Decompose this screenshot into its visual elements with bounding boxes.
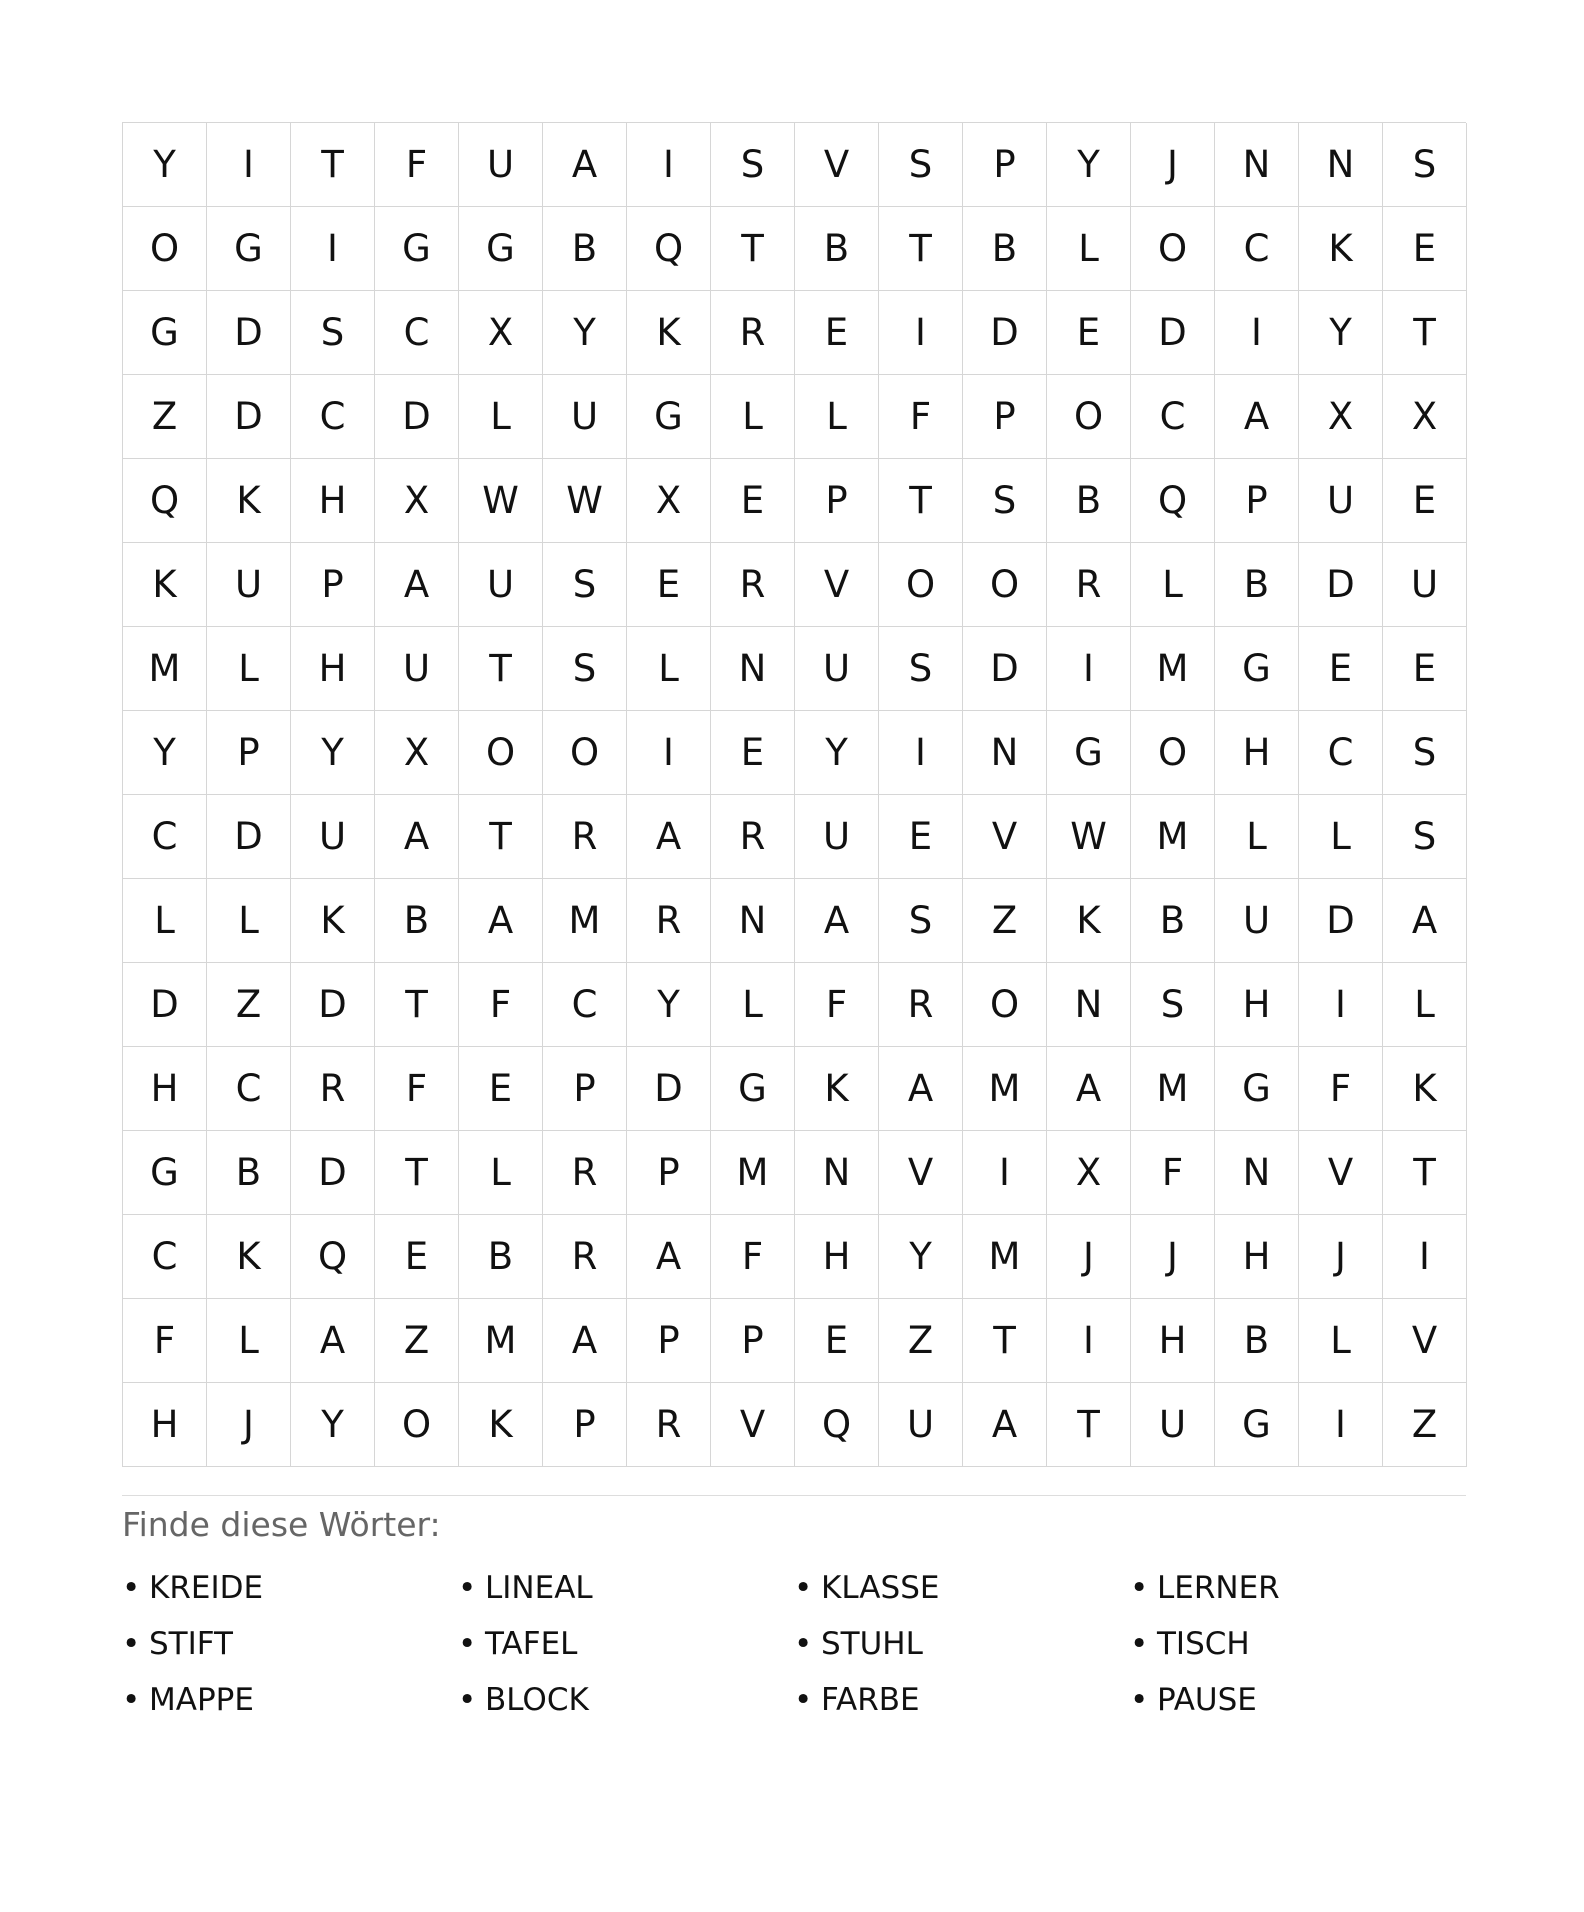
grid-cell[interactable]: F xyxy=(1131,1131,1215,1215)
grid-cell[interactable]: R xyxy=(543,1131,627,1215)
grid-cell[interactable]: D xyxy=(207,375,291,459)
word-list-item xyxy=(794,1616,1130,1672)
grid-cell[interactable]: R xyxy=(543,795,627,879)
grid-cell[interactable]: A xyxy=(879,1047,963,1131)
grid-cell[interactable]: P xyxy=(207,711,291,795)
grid-cell[interactable]: I xyxy=(207,123,291,207)
grid-cell[interactable]: U xyxy=(795,627,879,711)
grid-cell[interactable]: R xyxy=(627,1383,711,1467)
grid-cell[interactable]: G xyxy=(1215,1383,1299,1467)
bullet-icon: • xyxy=(794,1570,813,1606)
grid-cell[interactable]: K xyxy=(207,459,291,543)
grid-cell[interactable]: W xyxy=(543,459,627,543)
grid-cell[interactable]: E xyxy=(1299,627,1383,711)
grid-cell[interactable]: C xyxy=(375,291,459,375)
grid-cell[interactable]: E xyxy=(1383,459,1467,543)
grid-cell[interactable]: G xyxy=(375,207,459,291)
grid-cell[interactable]: L xyxy=(459,1131,543,1215)
word-label: BLOCK xyxy=(485,1682,589,1718)
grid-cell[interactable]: T xyxy=(963,1299,1047,1383)
grid-cell[interactable]: Q xyxy=(1131,459,1215,543)
grid-cell[interactable]: T xyxy=(1047,1383,1131,1467)
grid-cell[interactable]: J xyxy=(1299,1215,1383,1299)
grid-cell[interactable]: G xyxy=(1215,1047,1299,1131)
grid-cell[interactable]: T xyxy=(879,459,963,543)
grid-cell[interactable]: B xyxy=(207,1131,291,1215)
grid-cell[interactable]: K xyxy=(291,879,375,963)
grid-cell[interactable]: T xyxy=(375,963,459,1047)
grid-cell[interactable]: Y xyxy=(1047,123,1131,207)
grid-cell[interactable]: Q xyxy=(795,1383,879,1467)
grid-cell[interactable]: F xyxy=(879,375,963,459)
grid-cell[interactable]: C xyxy=(291,375,375,459)
grid-cell[interactable]: C xyxy=(123,1215,207,1299)
grid-cell[interactable]: E xyxy=(1383,207,1467,291)
grid-cell[interactable]: U xyxy=(1215,879,1299,963)
grid-cell[interactable]: S xyxy=(879,627,963,711)
grid-cell[interactable]: H xyxy=(291,459,375,543)
grid-cell[interactable]: A xyxy=(627,1215,711,1299)
grid-cell[interactable]: G xyxy=(459,207,543,291)
grid-cell[interactable]: Q xyxy=(291,1215,375,1299)
grid-cell[interactable]: L xyxy=(795,375,879,459)
grid-cell[interactable]: K xyxy=(1047,879,1131,963)
grid-cell[interactable]: A xyxy=(291,1299,375,1383)
word-label: STIFT xyxy=(149,1626,233,1662)
word-list-item xyxy=(122,1616,458,1672)
grid-cell[interactable]: K xyxy=(1299,207,1383,291)
grid-cell[interactable]: G xyxy=(627,375,711,459)
grid-cell[interactable]: I xyxy=(1047,627,1131,711)
grid-cell[interactable]: E xyxy=(711,711,795,795)
bullet-icon: • xyxy=(1130,1626,1149,1662)
grid-cell[interactable]: X xyxy=(459,291,543,375)
grid-cell[interactable]: Y xyxy=(879,1215,963,1299)
bullet-icon: • xyxy=(1130,1570,1149,1606)
grid-cell[interactable]: A xyxy=(375,795,459,879)
grid-cell[interactable]: L xyxy=(207,1299,291,1383)
word-label: TAFEL xyxy=(485,1626,578,1662)
grid-cell[interactable]: P xyxy=(1215,459,1299,543)
grid-cell[interactable]: A xyxy=(1383,879,1467,963)
grid-cell[interactable]: H xyxy=(1215,711,1299,795)
grid-cell[interactable]: N xyxy=(1215,1131,1299,1215)
grid-cell[interactable]: Z xyxy=(375,1299,459,1383)
grid-cell[interactable]: O xyxy=(543,711,627,795)
grid-cell[interactable]: E xyxy=(1047,291,1131,375)
grid-cell[interactable]: E xyxy=(711,459,795,543)
word-list-item xyxy=(122,1560,458,1616)
grid-cell[interactable]: N xyxy=(963,711,1047,795)
grid-cell[interactable]: U xyxy=(1131,1383,1215,1467)
grid-cell[interactable]: R xyxy=(291,1047,375,1131)
grid-cell[interactable]: A xyxy=(1215,375,1299,459)
grid-cell[interactable]: D xyxy=(627,1047,711,1131)
grid-cell[interactable]: R xyxy=(543,1215,627,1299)
grid-cell[interactable]: A xyxy=(543,123,627,207)
grid-cell[interactable]: R xyxy=(1047,543,1131,627)
grid-cell[interactable]: P xyxy=(711,1299,795,1383)
grid-cell[interactable]: O xyxy=(963,963,1047,1047)
word-label: STUHL xyxy=(821,1626,923,1662)
grid-cell[interactable]: H xyxy=(123,1383,207,1467)
bullet-icon: • xyxy=(122,1682,141,1718)
grid-cell[interactable]: D xyxy=(207,795,291,879)
word-list-item xyxy=(794,1560,1130,1616)
grid-cell[interactable]: N xyxy=(711,879,795,963)
grid-cell[interactable]: F xyxy=(1299,1047,1383,1131)
grid-cell[interactable]: L xyxy=(1047,207,1131,291)
bullet-icon: • xyxy=(458,1626,477,1662)
grid-cell[interactable]: U xyxy=(795,795,879,879)
grid-cell[interactable]: V xyxy=(711,1383,795,1467)
grid-cell[interactable]: D xyxy=(963,291,1047,375)
grid-cell[interactable]: H xyxy=(1131,1299,1215,1383)
grid-cell[interactable]: S xyxy=(879,123,963,207)
grid-cell[interactable]: R xyxy=(627,879,711,963)
grid-cell[interactable]: J xyxy=(1131,1215,1215,1299)
grid-cell[interactable]: U xyxy=(459,123,543,207)
grid-cell[interactable]: V xyxy=(963,795,1047,879)
grid-cell[interactable]: M xyxy=(1131,627,1215,711)
word-label: KREIDE xyxy=(149,1570,264,1606)
grid-cell[interactable]: J xyxy=(207,1383,291,1467)
grid-cell[interactable]: Z xyxy=(1383,1383,1467,1467)
grid-cell[interactable]: S xyxy=(879,879,963,963)
grid-cell[interactable]: S xyxy=(543,543,627,627)
grid-cell[interactable]: O xyxy=(459,711,543,795)
grid-cell[interactable]: H xyxy=(291,627,375,711)
grid-cell[interactable]: D xyxy=(1299,543,1383,627)
grid-cell[interactable]: B xyxy=(1131,879,1215,963)
grid-cell[interactable]: O xyxy=(1131,207,1215,291)
grid-cell[interactable]: Y xyxy=(627,963,711,1047)
grid-cell[interactable]: B xyxy=(1047,459,1131,543)
grid-cell[interactable]: G xyxy=(123,1131,207,1215)
grid-cell[interactable]: O xyxy=(1047,375,1131,459)
grid-cell[interactable]: X xyxy=(1299,375,1383,459)
word-list-item xyxy=(794,1672,1130,1728)
grid-cell[interactable]: T xyxy=(291,123,375,207)
grid-cell[interactable]: V xyxy=(795,123,879,207)
grid-cell[interactable]: L xyxy=(123,879,207,963)
bullet-icon: • xyxy=(458,1682,477,1718)
grid-cell[interactable]: Z xyxy=(879,1299,963,1383)
grid-cell[interactable]: B xyxy=(543,207,627,291)
grid-cell[interactable]: W xyxy=(1047,795,1131,879)
grid-cell[interactable]: L xyxy=(711,963,795,1047)
word-list-heading: Finde diese Wörter: xyxy=(122,1505,441,1544)
grid-cell[interactable]: B xyxy=(963,207,1047,291)
grid-cell[interactable]: G xyxy=(123,291,207,375)
grid-cell[interactable]: J xyxy=(1131,123,1215,207)
word-label: MAPPE xyxy=(149,1682,254,1718)
grid-cell[interactable]: F xyxy=(795,963,879,1047)
grid-cell[interactable]: D xyxy=(291,963,375,1047)
word-search-puzzle xyxy=(122,122,1466,1728)
grid-cell[interactable]: L xyxy=(459,375,543,459)
word-list-item xyxy=(458,1672,794,1728)
grid-cell[interactable]: T xyxy=(459,795,543,879)
word-label: LERNER xyxy=(1157,1570,1280,1606)
grid-cell[interactable]: B xyxy=(795,207,879,291)
bullet-icon: • xyxy=(794,1682,813,1718)
grid-cell[interactable]: F xyxy=(375,1047,459,1131)
grid-cell[interactable]: K xyxy=(1383,1047,1467,1131)
grid-cell[interactable]: I xyxy=(879,711,963,795)
grid-cell[interactable]: Y xyxy=(543,291,627,375)
grid-cell[interactable]: H xyxy=(1215,1215,1299,1299)
grid-cell[interactable]: L xyxy=(1131,543,1215,627)
grid-cell[interactable]: S xyxy=(1383,711,1467,795)
grid-cell[interactable]: A xyxy=(627,795,711,879)
grid-cell[interactable]: E xyxy=(795,291,879,375)
bullet-icon: • xyxy=(122,1626,141,1662)
grid-cell[interactable]: G xyxy=(1047,711,1131,795)
grid-cell[interactable]: P xyxy=(543,1383,627,1467)
grid-cell[interactable]: C xyxy=(1215,207,1299,291)
grid-cell[interactable]: A xyxy=(543,1299,627,1383)
grid-cell[interactable]: S xyxy=(291,291,375,375)
grid-cell[interactable]: N xyxy=(711,627,795,711)
grid-cell[interactable]: R xyxy=(711,291,795,375)
grid-cell[interactable]: T xyxy=(375,1131,459,1215)
grid-cell[interactable]: I xyxy=(627,123,711,207)
grid-cell[interactable]: M xyxy=(123,627,207,711)
grid-cell[interactable]: W xyxy=(459,459,543,543)
grid-cell[interactable]: F xyxy=(711,1215,795,1299)
grid-cell[interactable]: B xyxy=(375,879,459,963)
word-list-item xyxy=(458,1616,794,1672)
grid-cell[interactable]: K xyxy=(123,543,207,627)
grid-cell[interactable]: S xyxy=(1383,123,1467,207)
grid-cell[interactable]: M xyxy=(459,1299,543,1383)
grid-cell[interactable]: T xyxy=(459,627,543,711)
grid-cell[interactable]: S xyxy=(543,627,627,711)
grid-cell[interactable]: M xyxy=(1131,795,1215,879)
grid-cell[interactable]: I xyxy=(1215,291,1299,375)
grid-cell[interactable]: U xyxy=(543,375,627,459)
grid-cell[interactable]: Y xyxy=(1299,291,1383,375)
grid-cell[interactable]: P xyxy=(963,375,1047,459)
grid-cell[interactable]: D xyxy=(207,291,291,375)
bullet-icon: • xyxy=(794,1626,813,1662)
grid-cell[interactable]: O xyxy=(963,543,1047,627)
grid-cell[interactable]: Y xyxy=(795,711,879,795)
grid-cell[interactable]: K xyxy=(795,1047,879,1131)
grid-cell[interactable]: E xyxy=(375,1215,459,1299)
grid-cell[interactable]: P xyxy=(795,459,879,543)
grid-cell[interactable]: Y xyxy=(291,1383,375,1467)
grid-cell[interactable]: N xyxy=(1215,123,1299,207)
grid-cell[interactable]: X xyxy=(375,711,459,795)
grid-cell[interactable]: V xyxy=(795,543,879,627)
grid-cell[interactable]: X xyxy=(1383,375,1467,459)
grid-cell[interactable]: V xyxy=(879,1131,963,1215)
word-list-item xyxy=(1130,1616,1466,1672)
word-list-item xyxy=(458,1560,794,1616)
grid-cell[interactable]: K xyxy=(207,1215,291,1299)
grid-cell[interactable]: U xyxy=(375,627,459,711)
grid-cell[interactable]: Y xyxy=(123,123,207,207)
grid-cell[interactable]: U xyxy=(291,795,375,879)
grid-cell[interactable]: E xyxy=(1383,627,1467,711)
grid-cell[interactable]: I xyxy=(291,207,375,291)
grid-cell[interactable]: M xyxy=(711,1131,795,1215)
grid-cell[interactable]: E xyxy=(879,795,963,879)
grid-cell[interactable]: G xyxy=(711,1047,795,1131)
grid-cell[interactable]: U xyxy=(207,543,291,627)
grid-cell[interactable]: D xyxy=(963,627,1047,711)
grid-cell[interactable]: A xyxy=(795,879,879,963)
grid-cell[interactable]: Q xyxy=(123,459,207,543)
grid-cell[interactable]: F xyxy=(375,123,459,207)
grid-cell[interactable]: L xyxy=(207,627,291,711)
grid-cell[interactable]: T xyxy=(711,207,795,291)
word-label: PAUSE xyxy=(1157,1682,1257,1718)
divider xyxy=(122,1495,1466,1496)
grid-cell[interactable]: O xyxy=(1131,711,1215,795)
grid-cell[interactable]: O xyxy=(123,207,207,291)
grid-cell[interactable]: Z xyxy=(207,963,291,1047)
grid-cell[interactable]: N xyxy=(1047,963,1131,1047)
grid-cell[interactable]: P xyxy=(291,543,375,627)
grid-cell[interactable]: O xyxy=(879,543,963,627)
bullet-icon: • xyxy=(1130,1682,1149,1718)
grid-cell[interactable]: M xyxy=(1131,1047,1215,1131)
grid-cell[interactable]: M xyxy=(963,1215,1047,1299)
grid-cell[interactable]: S xyxy=(1131,963,1215,1047)
grid-cell[interactable]: L xyxy=(207,879,291,963)
grid-cell[interactable]: Y xyxy=(123,711,207,795)
word-list-item xyxy=(1130,1672,1466,1728)
grid-cell[interactable]: U xyxy=(1299,459,1383,543)
grid-cell[interactable]: C xyxy=(207,1047,291,1131)
grid-cell[interactable]: E xyxy=(627,543,711,627)
grid-cell[interactable]: Z xyxy=(123,375,207,459)
grid-cell[interactable]: N xyxy=(795,1131,879,1215)
word-label: TISCH xyxy=(1157,1626,1250,1662)
grid-cell[interactable]: L xyxy=(627,627,711,711)
grid-cell[interactable]: H xyxy=(795,1215,879,1299)
grid-cell[interactable]: K xyxy=(627,291,711,375)
grid-cell[interactable]: A xyxy=(459,879,543,963)
grid-cell[interactable]: Q xyxy=(627,207,711,291)
grid-cell[interactable]: K xyxy=(459,1383,543,1467)
word-label: FARBE xyxy=(821,1682,920,1718)
grid-cell[interactable]: B xyxy=(1215,1299,1299,1383)
grid-cell[interactable]: Y xyxy=(291,711,375,795)
grid-cell[interactable]: U xyxy=(459,543,543,627)
grid-cell[interactable]: S xyxy=(711,123,795,207)
grid-cell[interactable]: T xyxy=(879,207,963,291)
bullet-icon: • xyxy=(458,1570,477,1606)
letter-grid xyxy=(122,122,1466,1467)
grid-cell[interactable]: I xyxy=(963,1131,1047,1215)
bullet-icon: • xyxy=(122,1570,141,1606)
grid-cell[interactable]: H xyxy=(1215,963,1299,1047)
word-list-item xyxy=(122,1672,458,1728)
grid-cell[interactable]: I xyxy=(1299,1383,1383,1467)
grid-cell[interactable]: C xyxy=(543,963,627,1047)
grid-cell[interactable]: F xyxy=(123,1299,207,1383)
word-label: LINEAL xyxy=(485,1570,593,1606)
grid-cell[interactable]: D xyxy=(291,1131,375,1215)
grid-cell[interactable]: T xyxy=(1383,1131,1467,1215)
grid-cell[interactable]: I xyxy=(879,291,963,375)
grid-cell[interactable]: X xyxy=(1047,1131,1131,1215)
grid-cell[interactable]: L xyxy=(1299,795,1383,879)
grid-cell[interactable]: L xyxy=(1383,963,1467,1047)
grid-cell[interactable]: L xyxy=(711,375,795,459)
grid-cell[interactable]: I xyxy=(627,711,711,795)
grid-cell[interactable]: U xyxy=(1383,543,1467,627)
grid-cell[interactable]: X xyxy=(627,459,711,543)
grid-cell[interactable]: Z xyxy=(963,879,1047,963)
grid-cell[interactable]: G xyxy=(1215,627,1299,711)
grid-cell[interactable]: V xyxy=(1299,1131,1383,1215)
grid-cell[interactable]: T xyxy=(1383,291,1467,375)
grid-cell[interactable]: B xyxy=(459,1215,543,1299)
grid-cell[interactable]: J xyxy=(1047,1215,1131,1299)
grid-cell[interactable]: A xyxy=(1047,1047,1131,1131)
grid-cell[interactable]: B xyxy=(1215,543,1299,627)
grid-cell[interactable]: L xyxy=(1299,1299,1383,1383)
grid-cell[interactable]: F xyxy=(459,963,543,1047)
grid-cell[interactable]: U xyxy=(879,1383,963,1467)
word-list-item xyxy=(1130,1560,1466,1616)
grid-cell[interactable]: P xyxy=(963,123,1047,207)
grid-cell[interactable]: I xyxy=(1299,963,1383,1047)
word-list xyxy=(122,1560,1466,1728)
grid-cell[interactable]: X xyxy=(375,459,459,543)
grid-cell[interactable]: H xyxy=(123,1047,207,1131)
grid-cell[interactable]: C xyxy=(123,795,207,879)
word-label: KLASSE xyxy=(821,1570,940,1606)
grid-cell[interactable]: R xyxy=(711,795,795,879)
grid-cell[interactable]: N xyxy=(1299,123,1383,207)
grid-cell[interactable]: D xyxy=(375,375,459,459)
grid-cell[interactable]: M xyxy=(963,1047,1047,1131)
grid-cell[interactable]: I xyxy=(1047,1299,1131,1383)
grid-cell[interactable]: V xyxy=(1383,1299,1467,1383)
grid-cell[interactable]: D xyxy=(1131,291,1215,375)
grid-cell[interactable]: C xyxy=(1131,375,1215,459)
grid-cell[interactable]: A xyxy=(963,1383,1047,1467)
grid-cell[interactable]: O xyxy=(375,1383,459,1467)
grid-cell[interactable]: C xyxy=(1299,711,1383,795)
grid-cell[interactable]: D xyxy=(1299,879,1383,963)
grid-cell[interactable]: R xyxy=(879,963,963,1047)
grid-cell[interactable]: E xyxy=(795,1299,879,1383)
grid-cell[interactable]: P xyxy=(627,1299,711,1383)
grid-cell[interactable]: L xyxy=(1215,795,1299,879)
grid-cell[interactable]: A xyxy=(375,543,459,627)
grid-cell[interactable]: S xyxy=(963,459,1047,543)
grid-cell[interactable]: R xyxy=(711,543,795,627)
grid-cell[interactable]: P xyxy=(543,1047,627,1131)
grid-cell[interactable]: I xyxy=(1383,1215,1467,1299)
grid-cell[interactable]: G xyxy=(207,207,291,291)
grid-cell[interactable]: P xyxy=(627,1131,711,1215)
grid-cell[interactable]: D xyxy=(123,963,207,1047)
grid-cell[interactable]: M xyxy=(543,879,627,963)
grid-cell[interactable]: S xyxy=(1383,795,1467,879)
grid-cell[interactable]: E xyxy=(459,1047,543,1131)
